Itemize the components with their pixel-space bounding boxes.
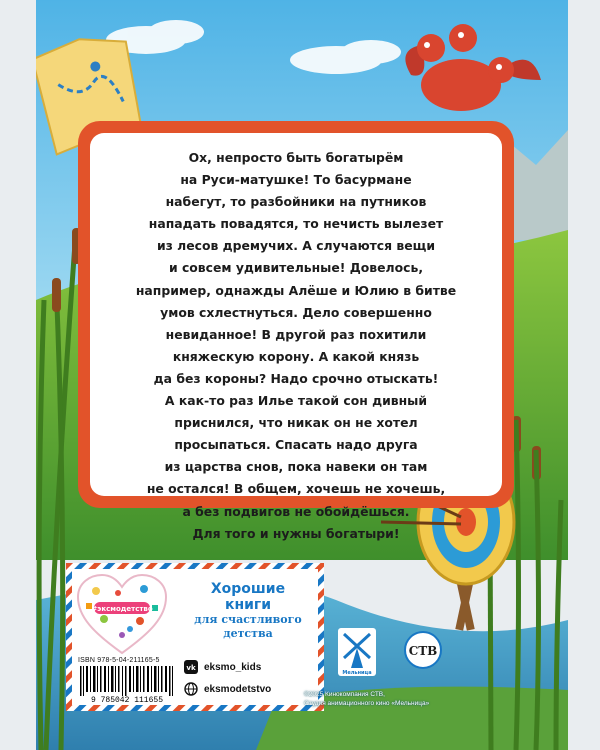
story-frame [78,121,514,541]
story-text [100,147,492,545]
social-row-site[interactable] [184,678,314,700]
story-line: не остался! В общем, хочешь не хочешь, [146,481,446,497]
barcode-number: 9 785042 111655 [90,696,164,704]
svg-text:vk: vk [186,664,196,672]
story-line: на Руси-матушке! То басурмане [180,172,412,188]
story-line: А как-то раз Илье такой сон дивный [164,393,428,409]
story-line: Для того и нужны богатыри! [192,525,400,541]
social-handle: eksmo_kids [204,661,262,673]
story-line: набегут, то разбойники на путников [165,194,427,210]
mill-caption: Мельница [342,670,372,676]
story-line: а без подвигов не обойдёшься. [182,503,410,519]
story-line: нападать повадятся, то нечисть вылезет [148,216,444,232]
story-panel [90,133,502,541]
story-line: например, однажды Алёше и Юлию в битве [135,282,457,298]
barcode [78,666,178,704]
stv-label: СТВ [408,644,438,658]
barcode-bars [80,666,173,696]
story-line: просыпаться. Спасать надо друга [174,437,418,453]
copyright-line: Студия анимационного кино «Мельница» [304,700,430,707]
isbn-label: ISBN 978-5-04-211165-5 [78,657,160,664]
slogan-line: Хорошие [210,581,286,597]
slogan-line: книги [224,597,272,613]
story-line: да без короны? Надо срочно отыскать! [153,370,439,386]
stv-logo [405,632,441,668]
site-handle: eksmodetstvo [204,683,272,695]
heart-hashtag: #эксмодетство [91,605,153,613]
studio-logos [338,628,468,684]
story-line: княжескую корону. А какой князь [172,348,420,364]
vk-icon [184,660,198,674]
copyright-line: ©2025 Кинокомпания СТВ, [304,691,385,698]
social-links [184,656,314,700]
story-line: из лесов дремучих. А случаются вещи [156,238,436,254]
globe-icon [184,682,198,696]
publisher-card [66,563,324,711]
story-line: Ох, непросто быть богатырём [188,150,404,165]
book-back-cover [36,0,568,750]
story-line: и совсем удивительные! Довелось, [168,260,424,276]
story-line: невиданное! В другой раз похитили [165,326,427,342]
mill-logo [338,628,376,676]
story-line: из царства снов, пока навеки он там [164,459,428,475]
social-row-kids[interactable] [184,656,314,678]
slogan-line: для счастливого [194,613,302,626]
card-slogan [178,581,318,641]
slogan-line: детства [223,627,273,640]
heart-logo [74,573,170,655]
story-line: умов схлестнуться. Дело совершенно [160,304,432,320]
story-line: приснился, что никак он не хотел [174,415,418,431]
copyright-notice [304,690,474,708]
